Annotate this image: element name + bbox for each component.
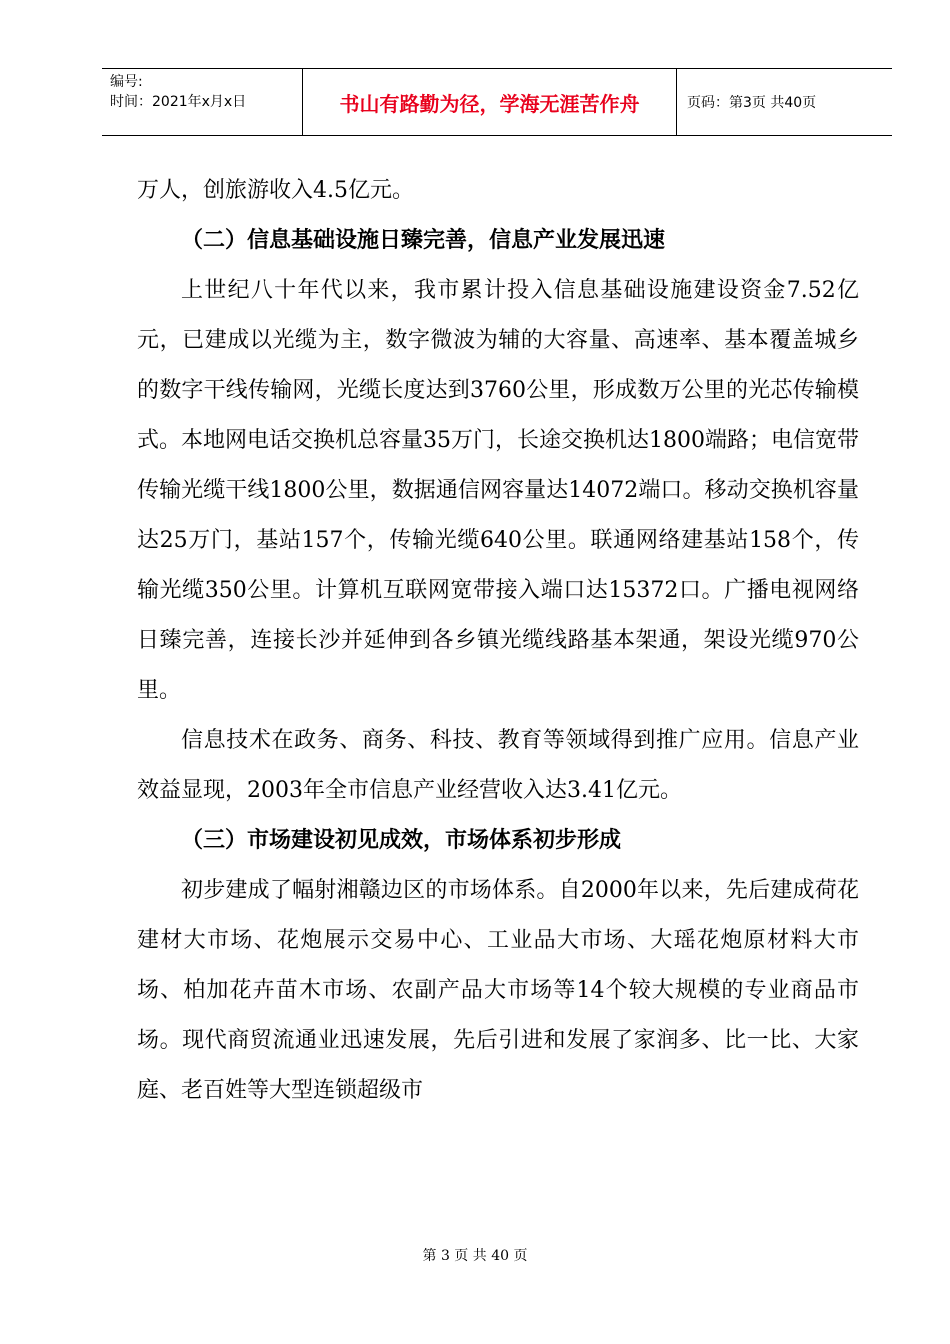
section-heading-3: （三）市场建设初见成效，市场体系初步形成: [181, 828, 622, 853]
paragraph-1: 万人，创旅游收入4.5亿元。: [137, 178, 414, 203]
paragraph-3: 信息技术在政务、商务、科技、教育等领域得到推广应用。信息产业效益显现，2003年全市信息产业经营收入达3.41亿元。: [137, 728, 859, 803]
header-time-label: 时间：2021年x月x日: [110, 94, 247, 110]
header-page-label: 页码：第3页 共40页: [687, 95, 817, 111]
document-header: [102, 68, 892, 136]
document-body: [137, 166, 859, 1116]
paragraph-2: 上世纪八十年代以来，我市累计投入信息基础设施建设资金7.52亿元，已建成以光缆为主，数字微波为辅的大容量、高速率、基本覆盖城乡的数字干线传输网，光缆长度达到3760公里，形成数万公里的光芯传输模式。本地网电话交换机总容量35万门，长途交换机达1800端路；电信宽带传输光缆干线1800公里，数据通信网容量达14072端口。移动交换机容量达25万门，基站157个，传输光缆640公里。联通网络建基站158个，传输光缆350公里。计算机互联网宽带接入端口达15372口。广播电视网络日臻完善，连接长沙并延伸到各乡镇光缆线路基本架通，架设光缆970公里。: [137, 278, 859, 703]
header-meta-cell: [102, 69, 303, 135]
header-number-label: 编号:: [110, 74, 143, 90]
header-motto: 书山有路勤为径，学海无涯苦作舟: [303, 69, 677, 135]
page-footer: 第 3 页 共 40 页: [422, 1248, 528, 1264]
section-heading-2: （二）信息基础设施日臻完善，信息产业发展迅速: [181, 228, 666, 253]
paragraph-4: 初步建成了幅射湘赣边区的市场体系。自2000年以来，先后建成荷花建材大市场、花炮展示交易中心、工业品大市场、大瑶花炮原材料大市场、柏加花卉苗木市场、农副产品大市场等14个较大规模的专业商品市场。现代商贸流通业迅速发展，先后引进和发展了家润多、比一比、大家庭、老百姓等大型连锁超级市: [137, 878, 859, 1103]
